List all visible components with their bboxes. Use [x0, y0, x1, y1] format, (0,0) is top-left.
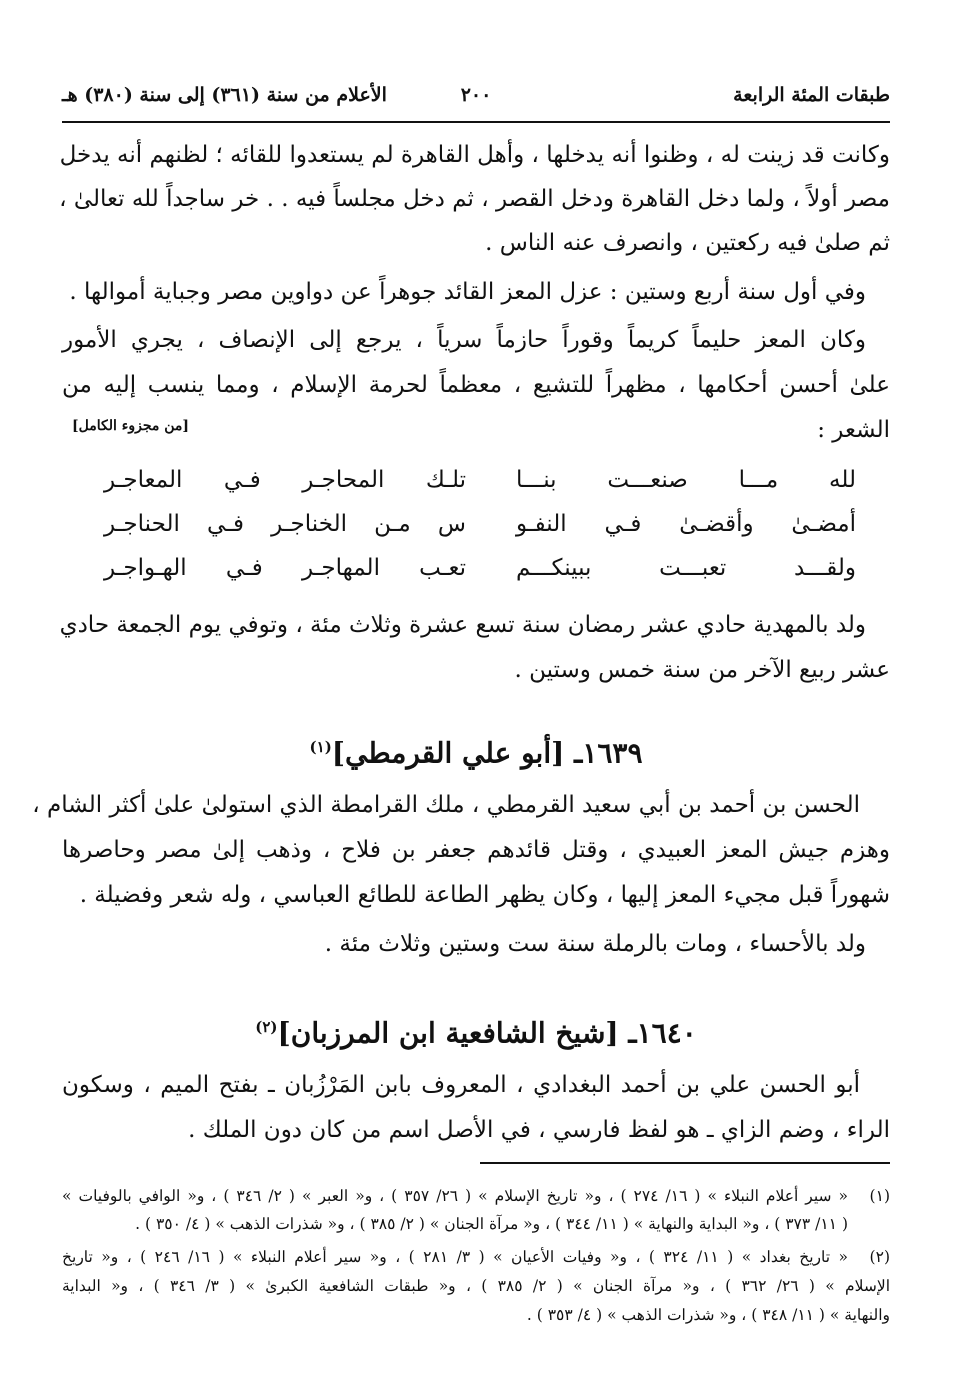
verse-second-half: س مـن الخناجـر فـي الحناجـر [104, 511, 466, 537]
body-line: الشعر : [817, 417, 890, 443]
verse-first-half: ولقـــد تعبـــت ببينكـــم [516, 555, 856, 581]
body-line: ولد بالأحساء ، ومات بالرملة سنة ست وستين وثلاث مئة . [324, 931, 866, 957]
entry-heading-1640 [62, 1002, 890, 1052]
footnote-number: (١) [869, 1187, 890, 1205]
body-line: ولد بالمهدية حادي عشر رمضان سنة تسع عشرة وثلاث مئة ، وتوفي يوم الجمعة حادي [59, 612, 866, 638]
footnote-text: « سير أعلام النبلاء » ( ١٦/ ٢٧٤ ) ، و« تاريخ الإسلام » ( ٢٦/ ٣٥٧ ) ، و« العبر » ( ٢/ ٣٤٦ ) ، و« الوافي بالوفيات » [62, 1187, 848, 1205]
footnote-ref: (١) [309, 738, 332, 756]
body-line: وهزم جيش المعز العبيدي ، وقتل قائدهم جعفر بن فلاح ، وذهب إلىٰ مصر وحاصرها [62, 837, 890, 863]
footnote-line: الإسلام » ( ٢٦/ ٣٦٢ ) ، و« مرآة الجنان » ( ٢/ ٣٨٥ ) ، و« طبقات الشافعية الكبرىٰ » ( ٣/ ٣٤٦ ) ، و« البداية [62, 1277, 891, 1295]
header-section-title: طبقات المئة الرابعة [733, 84, 890, 106]
footnote-line: والنهاية » ( ١١/ ٣٤٨ ) ، و« شذرات الذهب » ( ٤/ ٣٥٣ ) . [526, 1306, 890, 1324]
body-line: ثم صلىٰ فيه ركعتين ، وانصرف عنه الناس . [485, 230, 890, 256]
body-line: أبو الحسن علي بن أحمد البغدادي ، المعروف بابن المَرْزُبان ـ بفتح الميم ، وسكون [62, 1072, 860, 1098]
verse-second-half: تعـب المهاجـر فـي الهـواجـر [104, 555, 466, 581]
verse-first-half: لله مـــا صنعـــت بنـــا [516, 467, 856, 493]
body-line: الحسن بن أحمد بن أبي سعيد القرمطي ، ملك القرامطة الذي استولىٰ علىٰ أكثر الشام ، [32, 792, 860, 818]
body-line: وفي أول سنة أربع وستين : عزل المعز القائد جوهراً عن دواوين مصر وجباية أموالها . [69, 279, 866, 305]
running-header [62, 84, 890, 114]
body-line: وكان المعز حليماً كريماً وقوراً حازماً سرياً ، يرجع إلى الإنصاف ، يجري الأمور [62, 327, 866, 353]
footnote-number: (٢) [869, 1248, 890, 1266]
body-line: مصر أولاً ، ولما دخل القاهرة ودخل القصر ، ثم دخل مجلساً فيه . . خر ساجداً لله تعالىٰ ، [59, 186, 890, 212]
verse-first-half: أمضـىٰ وأقضـىٰ فـي النفـو [516, 511, 856, 537]
entry-heading-1639 [62, 722, 890, 772]
body-line: علىٰ أحسن أحكامها ، مظهراً للتشيع ، معظماً لحرمة الإسلام ، ومما ينسب إليه من [62, 372, 890, 398]
body-line: شهوراً قبل مجيء المعز إليها ، وكان يظهر الطاعة للطائع العباسي ، وله شعر وفضيلة . [79, 882, 890, 908]
footnote-text: « تاريخ بغداد » ( ١١/ ٣٢٤ ) ، و« وفيات الأعيان » ( ٣/ ٢٨١ ) ، و« سير أعلام النبلاء » ( ١٦/ ٢٤٦ ) ، و« تاريخ [62, 1248, 849, 1266]
poem-meter-note: [من مجزوء الكامل] [72, 418, 190, 434]
body-line: عشر ربيع الآخر من سنة خمس وستين . [514, 657, 890, 683]
footnote-rule [480, 1162, 890, 1164]
footnote-line [62, 1182, 890, 1210]
header-rule [62, 121, 890, 123]
footnote-line [62, 1243, 890, 1271]
page-number: ٢٠٠ [460, 84, 492, 106]
entry-heading-text: ١٦٣٩ـ [أبو علي القرمطي] [331, 736, 643, 770]
footnote-line: ( ١١/ ٣٧٣ ) ، و« البداية والنهاية » ( ١١/ ٣٤٤ ) ، و« مرآة الجنان » ( ٢/ ٣٨٥ ) ، و« شذرات الذهب » ( ٤/ ٣٥٠ ) . [135, 1215, 848, 1233]
entry-heading-text: ١٦٤٠ـ [شيخ الشافعية ابن المرزبان] [277, 1016, 697, 1050]
footnote-ref: (٢) [255, 1018, 278, 1036]
body-line: وكانت قد زينت له ، وظنوا أنه يدخلها ، وأهل القاهرة لم يستعدوا للقائه ؛ لظنهم أنه يدخل [59, 142, 890, 168]
verse-second-half: تلـك المحاجـر فـي المعاجـر [104, 467, 466, 493]
body-line: الراء ، وضم الزاي ـ هو لفظ فارسي ، في الأصل اسم من كان دون الملك . [188, 1117, 890, 1143]
header-range-title: الأعلام من سنة (٣٦١) إلى سنة (٣٨٠) هـ [62, 84, 387, 106]
